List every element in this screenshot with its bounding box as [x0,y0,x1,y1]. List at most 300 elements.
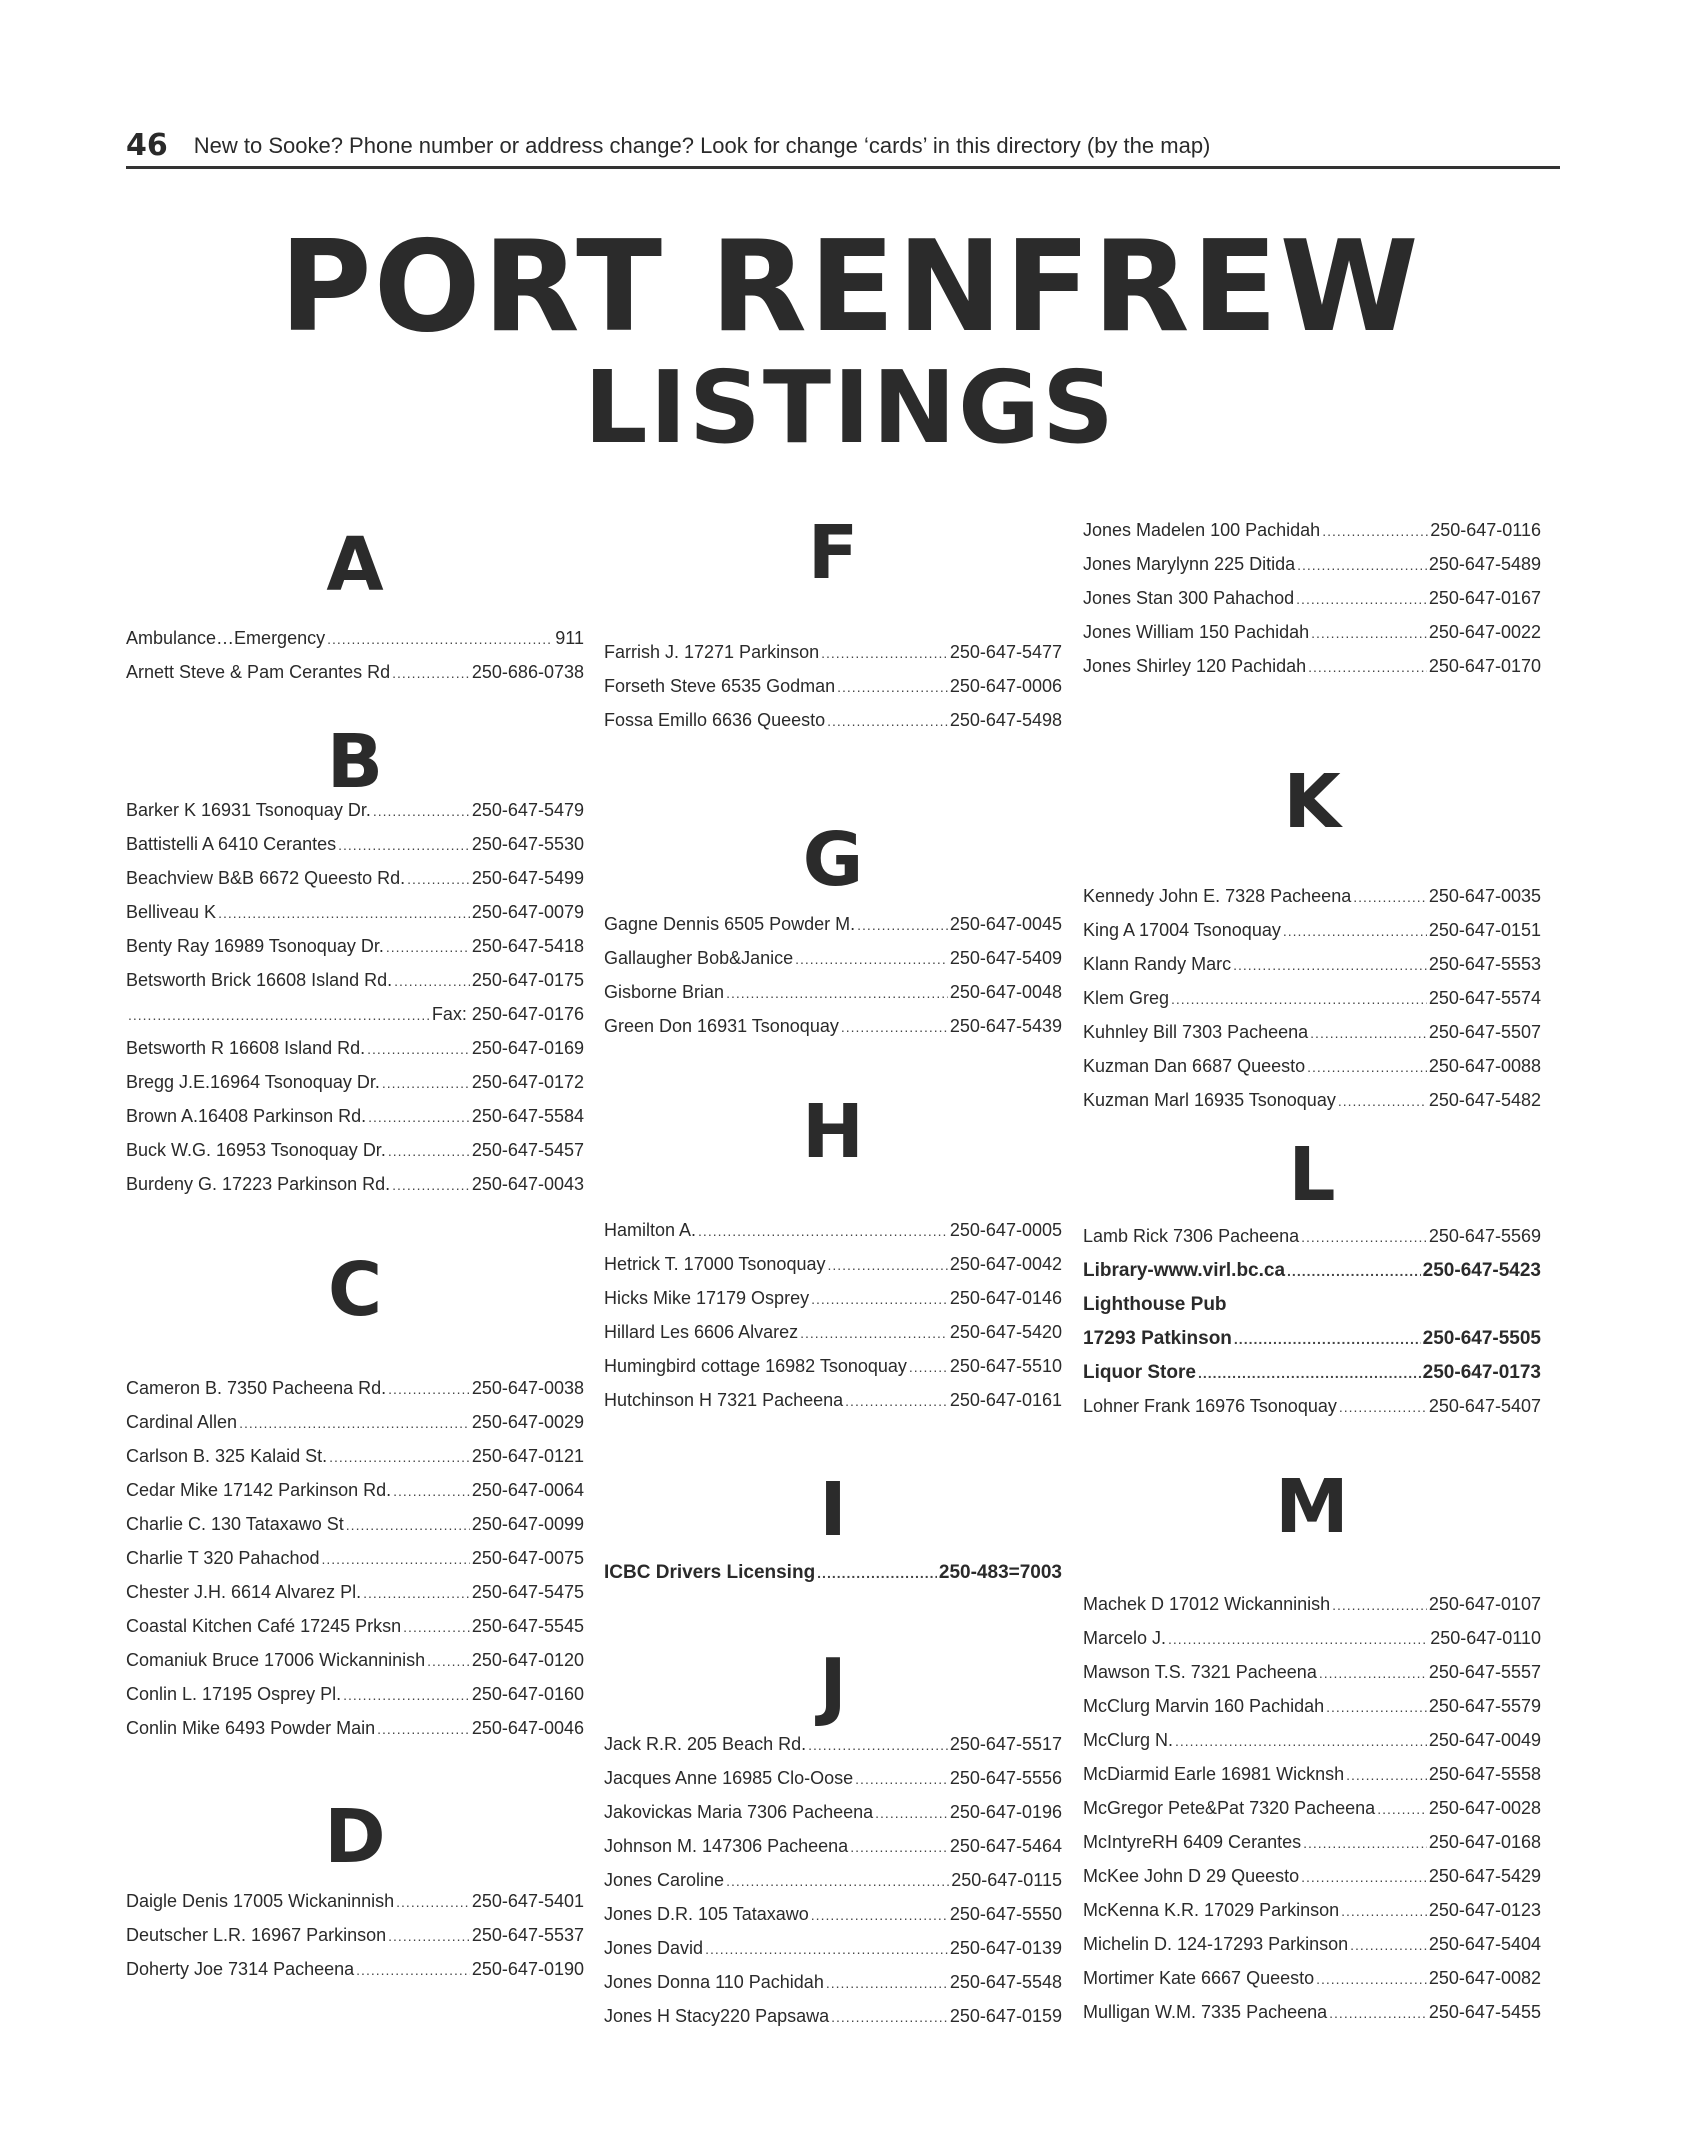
listing-row [1083,554,1541,582]
listing-phone: 250-647-0196 [949,1802,1062,1822]
listing-row [126,1650,584,1678]
listing-name: Jones D.R. 105 Tataxawo [604,1904,809,1924]
dot-leader [909,1359,948,1375]
listing-phone: 250-647-5579 [1428,1696,1541,1716]
listing-row [604,1734,1062,1762]
listing-name: Betsworth R 16608 Island Rd. [126,1038,366,1058]
section-letter-c: C [327,1247,383,1333]
listing-name: Bregg J.E.16964 Tsonoquay Dr. [126,1072,380,1092]
listing-phone: 250-647-5418 [471,936,584,956]
dot-leader [1377,1801,1427,1817]
listing-name: McGregor Pete&Pat 7320 Pacheena [1083,1798,1376,1818]
listing-phone: 250-647-5499 [471,868,584,888]
dot-leader [1319,1665,1427,1681]
listing-row [1083,1900,1541,1928]
listing-row [126,1684,584,1712]
listing-row [1083,1934,1541,1962]
listing-name: Jack R.R. 205 Beach Rd. [604,1734,807,1754]
listing-phone: Fax: 250-647-0176 [431,1004,584,1024]
listing-phone: 250-647-5517 [949,1734,1062,1754]
listing-row [604,1836,1062,1864]
listing-phone: 250-647-5420 [949,1322,1062,1342]
listing-name: 17293 Patkinson [1083,1328,1232,1349]
listing-row [1083,1730,1541,1758]
listing-phone: 250-647-0116 [1430,520,1541,540]
listing-row [604,948,1062,976]
dot-leader [388,1381,470,1397]
listing-row [1083,1798,1541,1826]
section-letter-b: B [326,719,384,805]
listing-row [1083,1628,1541,1656]
dot-leader [821,645,948,661]
listing-name: Cardinal Allen [126,1412,238,1432]
listing-phone: 250-647-0049 [1428,1730,1541,1750]
listing-phone: 250-647-5574 [1428,988,1541,1008]
dot-leader [368,1109,470,1125]
listing-name: Cameron B. 7350 Pacheena Rd. [126,1378,387,1398]
dot-leader [388,1928,470,1944]
listing-row [126,1925,584,1953]
listing-row [1083,1022,1541,1050]
listing-phone: 250-647-0064 [471,1480,584,1500]
listing-row [126,1718,584,1746]
dot-leader [1307,1059,1427,1075]
listing-name: Gagne Dennis 6505 Powder M. [604,914,856,934]
listing-name: Charlie C. 130 Tataxawo St [126,1514,344,1534]
page-subtitle: LISTINGS [583,349,1117,466]
listing-phone: 250-647-0172 [471,1072,584,1092]
listing-row [126,1106,584,1134]
dot-leader [327,631,553,647]
listing-phone: 250-647-5537 [471,1925,584,1945]
listing-name: Jones Caroline [604,1870,725,1890]
listing-row [1083,1764,1541,1792]
listing-row [126,1959,584,1987]
dot-leader [388,1143,470,1159]
listing-phone: 250-647-0120 [471,1650,584,1670]
listing-phone: 250-647-0048 [949,982,1062,1002]
listing-name: Charlie T 320 Pahachod [126,1548,320,1568]
listing-row [604,1356,1062,1384]
listing-phone: 250-647-5510 [949,1356,1062,1376]
listing-row [1083,988,1541,1016]
listing-name: Jones Shirley 120 Pachidah [1083,656,1307,676]
dot-leader [1332,1597,1427,1613]
listing-name: Benty Ray 16989 Tsonoquay Dr. [126,936,384,956]
listing-phone: 250-647-0028 [1428,1798,1541,1818]
listing-name: Conlin L. 17195 Osprey Pl. [126,1684,342,1704]
dot-leader [377,1721,470,1737]
listing-phone: 250-647-5464 [949,1836,1062,1856]
listing-name: Humingbird cottage 16982 Tsonoquay [604,1356,907,1376]
dot-leader [811,1907,948,1923]
listing-phone: 250-647-5556 [949,1768,1062,1788]
listing-name: McClurg N. [1083,1730,1174,1750]
listing-phone: 250-647-0042 [949,1254,1062,1274]
dot-leader [367,1041,470,1057]
listing-row [604,914,1062,942]
listing-name: Mortimer Kate 6667 Queesto [1083,1968,1315,1988]
dot-leader [817,1565,937,1581]
dot-leader [726,1873,949,1889]
listing-row [126,800,584,828]
listing-name: Klem Greg [1083,988,1170,1008]
listing-phone: 250-686-0738 [471,662,584,682]
listing-row [126,1548,584,1576]
listing-row [126,1412,584,1440]
listing-phone: 250-647-0046 [471,1718,584,1738]
dot-leader [808,1737,948,1753]
listing-name: Jones David [604,1938,704,1958]
dot-leader [827,1257,947,1273]
section-letter-l: L [1288,1132,1336,1218]
dot-leader [363,1585,470,1601]
listing-name: Jones Madelen 100 Pachidah [1083,520,1321,540]
dot-leader [831,2009,948,2025]
listing-name: Machek D 17012 Wickanninish [1083,1594,1331,1614]
listing-phone: 250-647-5558 [1428,1764,1541,1784]
listing-phone: 250-647-0079 [471,902,584,922]
listing-name: Deutscher L.R. 16967 Parkinson [126,1925,387,1945]
listing-name: Mulligan W.M. 7335 Pacheena [1083,2002,1328,2022]
listing-name: Hamilton A. [604,1220,697,1240]
listing-phone: 250-647-5423 [1422,1260,1541,1281]
listing-row [604,1220,1062,1248]
listing-row [126,970,584,998]
dot-leader [845,1393,948,1409]
listing-row [604,676,1062,704]
listing-phone: 250-647-5557 [1428,1662,1541,1682]
listing-phone: 250-647-0082 [1428,1968,1541,1988]
listing-name: Jones H Stacy220 Papsawa [604,2006,830,2026]
dot-leader [705,1941,948,1957]
listing-name: Kennedy John E. 7328 Pacheena [1083,886,1352,906]
listing-name: Kuhnley Bill 7303 Pacheena [1083,1022,1309,1042]
listing-name: Hutchinson H 7321 Pacheena [604,1390,844,1410]
listing-name: Arnett Steve & Pam Cerantes Rd [126,662,391,682]
listing-name: Fossa Emillo 6636 Queesto [604,710,826,730]
listing-name: ICBC Drivers Licensing [604,1562,816,1583]
listing-name: Klann Randy Marc [1083,954,1232,974]
section-letter-d: D [324,1794,386,1880]
listing-phone: 911 [555,628,584,648]
listing-row [1083,1662,1541,1690]
listing-name: Brown A.16408 Parkinson Rd. [126,1106,367,1126]
dot-leader [1346,1767,1427,1783]
listing-row [126,1616,584,1644]
listing-name: McKee John D 29 Queesto [1083,1866,1300,1886]
listing-name: Carlson B. 325 Kalaid St. [126,1446,328,1466]
section-letter-j: J [819,1643,847,1729]
listing-phone: 250-647-5429 [1428,1866,1541,1886]
dot-leader [356,1962,470,1978]
listing-name: Liquor Store [1083,1362,1196,1383]
listing-row [604,1562,1062,1590]
page-header [126,118,1560,169]
section-letter-k: K [1283,759,1341,845]
listing-phone: 250-647-0107 [1428,1594,1541,1614]
dot-leader [386,939,470,955]
listing-row [1083,1090,1541,1118]
listing-phone: 250-647-5548 [949,1972,1062,1992]
header-tagline: New to Sooke? Phone number or address change? Look for change ‘cards’ in this directory (by the map) [193,133,1211,158]
dot-leader [1353,889,1427,905]
dot-leader [841,1019,948,1035]
dot-leader [1234,1331,1421,1347]
dot-leader [239,1415,470,1431]
listing-name: McDiarmid Earle 16981 Wicknsh [1083,1764,1345,1784]
listing-row [1083,1594,1541,1622]
dot-leader [218,905,470,921]
listing-phone: 250-647-0146 [949,1288,1062,1308]
listing-phone: 250-647-5409 [949,948,1062,968]
listing-row [1083,520,1541,548]
listing-row [1083,1832,1541,1860]
listing-name: Lighthouse Pub [1083,1294,1227,1315]
listing-name: Beachview B&B 6672 Queesto Rd. [126,868,406,888]
dot-leader [1322,523,1428,539]
listing-row [1083,588,1541,616]
listing-row [1083,1226,1541,1254]
listing-name: Gisborne Brian [604,982,725,1002]
listing-phone: 250-647-5498 [949,710,1062,730]
listing-phone: 250-647-0022 [1428,622,1541,642]
listing-row [604,1016,1062,1044]
dot-leader [407,871,470,887]
listing-row [126,628,584,656]
dot-leader [338,837,470,853]
listing-name: McClurg Marvin 160 Pachidah [1083,1696,1325,1716]
listing-row [1083,1866,1541,1894]
dot-leader [373,803,470,819]
listing-phone: 250-647-0045 [949,914,1062,934]
listing-phone: 250-647-0173 [1422,1362,1541,1383]
listing-phone: 250-647-0167 [1428,588,1541,608]
listing-row [1083,886,1541,914]
listing-name: Lohner Frank 16976 Tsonoquay [1083,1396,1337,1416]
dot-leader [698,1223,948,1239]
listing-phone: 250-647-0043 [471,1174,584,1194]
listing-name: Coastal Kitchen Café 17245 Prksn [126,1616,402,1636]
listing-row [126,868,584,896]
listing-row [126,662,584,690]
dot-leader [403,1619,470,1635]
listing-row [126,1378,584,1406]
listing-row [126,902,584,930]
dot-leader [1310,1025,1427,1041]
dot-leader [1168,1631,1428,1647]
listing-name: Hillard Les 6606 Alvarez [604,1322,799,1342]
dot-leader [1296,591,1427,607]
listing-phone: 250-647-0029 [471,1412,584,1432]
dot-leader [346,1517,470,1533]
listing-name: Jacques Anne 16985 Clo-Oose [604,1768,854,1788]
dot-leader [1341,1903,1427,1919]
listing-phone: 250-647-5489 [1428,554,1541,574]
listing-row [604,1802,1062,1830]
dot-leader [1301,1869,1427,1885]
dot-leader [321,1551,469,1567]
listing-row [126,1140,584,1168]
listing-row [126,1072,584,1100]
listing-phone: 250-647-0088 [1428,1056,1541,1076]
listing-row [126,1446,584,1474]
listing-row [604,1288,1062,1316]
listing-row [1083,1696,1541,1724]
listing-phone: 250-647-5482 [1428,1090,1541,1110]
dot-leader [329,1449,470,1465]
listing-name: Jakovickas Maria 7306 Pacheena [604,1802,874,1822]
listing-name: Kuzman Dan 6687 Queesto [1083,1056,1306,1076]
listing-name: Forseth Steve 6535 Godman [604,676,836,696]
listing-phone: 250-647-0121 [471,1446,584,1466]
dot-leader [343,1687,470,1703]
listing-name: Mawson T.S. 7321 Pacheena [1083,1662,1317,1682]
listing-row [1083,920,1541,948]
listing-row [126,1480,584,1508]
dot-leader [1171,991,1427,1007]
section-letter-h: H [802,1089,864,1175]
dot-leader [1339,1399,1427,1415]
listing-phone: 250-647-5530 [471,834,584,854]
dot-leader [1283,923,1427,939]
listing-phone: 250-483=7003 [938,1562,1062,1583]
dot-leader [795,951,948,967]
dot-leader [1233,957,1427,973]
listing-phone: 250-647-0006 [949,676,1062,696]
section-letter-a: A [326,522,384,608]
listing-name: Lamb Rick 7306 Pacheena [1083,1226,1300,1246]
listing-row [126,936,584,964]
listing-row [1083,1362,1541,1390]
listing-phone: 250-647-0190 [471,1959,584,1979]
listing-name: Marcelo J. [1083,1628,1167,1648]
dot-leader [1316,1971,1427,1987]
listing-phone: 250-647-5407 [1428,1396,1541,1416]
listing-row [1083,1260,1541,1288]
listing-phone: 250-647-5584 [471,1106,584,1126]
listing-name: Jones William 150 Pachidah [1083,622,1310,642]
listing-phone: 250-647-0005 [949,1220,1062,1240]
dot-leader [1287,1263,1421,1279]
dot-leader [826,1975,948,1991]
listing-phone: 250-647-5479 [471,800,584,820]
listing-phone: 250-647-0038 [471,1378,584,1398]
listing-name: Hicks Mike 17179 Osprey [604,1288,810,1308]
dot-leader [726,985,948,1001]
listing-name: Michelin D. 124-17293 Parkinson [1083,1934,1349,1954]
listing-name: Buck W.G. 16953 Tsonoquay Dr. [126,1140,386,1160]
dot-leader [393,1483,470,1499]
dot-leader [1326,1699,1427,1715]
listing-phone: 250-647-0151 [1428,920,1541,940]
listing-phone: 250-647-5439 [949,1016,1062,1036]
listing-row [604,642,1062,670]
listing-phone: 250-647-0035 [1428,886,1541,906]
listing-row [1083,954,1541,982]
listing-row [1083,1056,1541,1084]
listing-phone: 250-647-0115 [951,1870,1062,1890]
listing-row [1083,1396,1541,1424]
listing-row [604,2006,1062,2034]
listing-name: Betsworth Brick 16608 Island Rd. [126,970,393,990]
listing-name: Ambulance…Emergency [126,628,326,648]
listing-phone: 250-647-0075 [471,1548,584,1568]
listing-name: King A 17004 Tsonoquay [1083,920,1281,940]
dot-leader [1301,1229,1427,1245]
listing-row [604,1938,1062,1966]
listing-phone: 250-647-5545 [471,1616,584,1636]
dot-leader [1350,1937,1427,1953]
dot-leader [394,973,470,989]
listing-phone: 250-647-5457 [471,1140,584,1160]
listing-name: Library-www.virl.bc.ca [1083,1260,1286,1281]
listing-name: Cedar Mike 17142 Parkinson Rd. [126,1480,392,1500]
listing-name: Battistelli A 6410 Cerantes [126,834,337,854]
listing-phone: 250-647-5553 [1428,954,1541,974]
listing-name: Hetrick T. 17000 Tsonoquay [604,1254,826,1274]
listing-phone: 250-647-5569 [1428,1226,1541,1246]
dot-leader [827,713,948,729]
listing-name: Kuzman Marl 16935 Tsonoquay [1083,1090,1336,1110]
dot-leader [1303,1835,1427,1851]
listing-phone: 250-647-5477 [949,642,1062,662]
listing-phone: 250-647-0110 [1430,1628,1541,1648]
listing-name: Daigle Denis 17005 Wickaninnish [126,1891,395,1911]
listing-row [126,834,584,862]
listing-row [1083,1294,1541,1322]
listing-row [126,1514,584,1542]
dot-leader [396,1894,470,1910]
listing-phone: 250-647-5475 [471,1582,584,1602]
listing-phone: 250-647-5404 [1428,1934,1541,1954]
listing-row [1083,1968,1541,1996]
listing-phone: 250-647-0123 [1428,1900,1541,1920]
listing-row [1083,622,1541,650]
section-letter-f: F [807,510,859,596]
listing-phone: 250-647-0161 [949,1390,1062,1410]
listing-phone: 250-647-0175 [471,970,584,990]
listing-row [604,1390,1062,1418]
listing-name: Barker K 16931 Tsonoquay Dr. [126,800,371,820]
listing-row [604,710,1062,738]
dot-leader [1175,1733,1427,1749]
dot-leader [850,1839,948,1855]
dot-leader [1198,1365,1421,1381]
dot-leader [837,679,948,695]
listing-name: Comaniuk Bruce 17006 Wickanninish [126,1650,426,1670]
dot-leader [1329,2005,1427,2021]
listing-name: Doherty Joe 7314 Pacheena [126,1959,355,1979]
section-letter-i: I [819,1467,847,1553]
listing-phone: 250-647-5455 [1428,2002,1541,2022]
listing-phone: 250-647-0169 [471,1038,584,1058]
listing-phone: 250-647-5401 [471,1891,584,1911]
listing-row [126,1174,584,1202]
listing-phone: 250-647-0139 [949,1938,1062,1958]
listing-row [604,1972,1062,2000]
listing-name: Belliveau K [126,902,217,922]
listing-row [126,1891,584,1919]
dot-leader [875,1805,948,1821]
listing-name: Chester J.H. 6614 Alvarez Pl. [126,1582,362,1602]
listing-row [1083,1328,1541,1356]
listing-row [126,1582,584,1610]
listing-phone: 250-647-5507 [1428,1022,1541,1042]
listing-row [604,1904,1062,1932]
listing-name: Jones Marylynn 225 Ditida [1083,554,1296,574]
listing-row [604,982,1062,1010]
